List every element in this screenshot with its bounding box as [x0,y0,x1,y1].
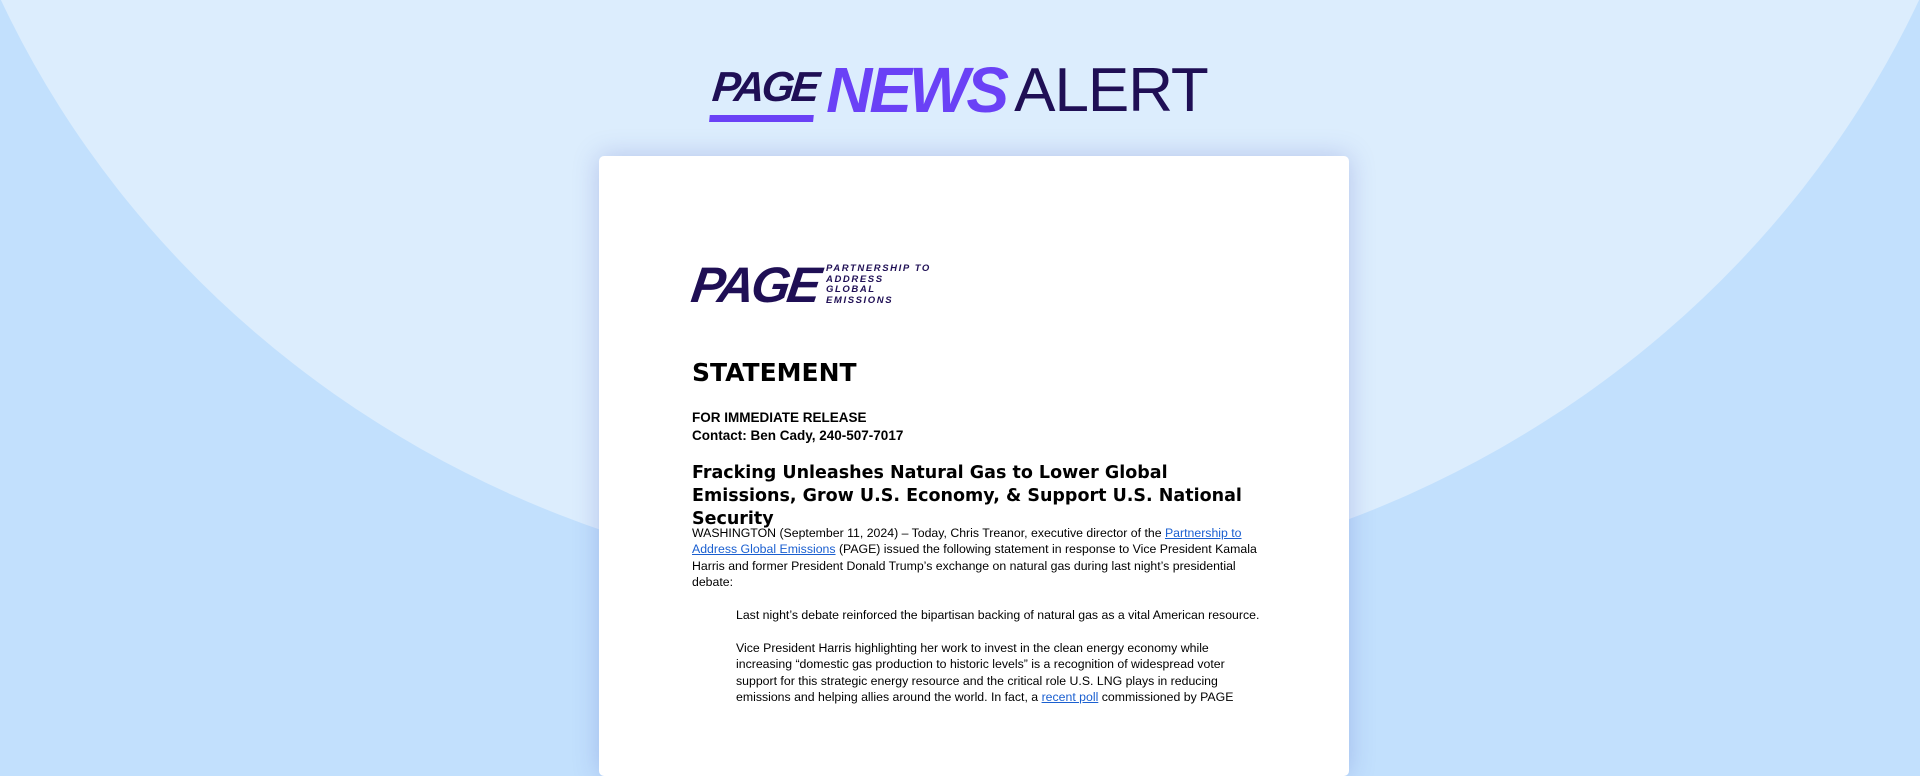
page-org-link[interactable]: Partnership to Address Global Emissions [692,526,1242,557]
press-headline: Fracking Unleashes Natural Gas to Lower Global Emissions, Grow U.S. Economy, & Support U.S. National Security [692,463,1242,529]
quote-paragraph-1: Last night’s debate reinforced the bipartisan backing of natural gas as a vital American resource. [736,608,1260,622]
contact-line: Contact: Ben Cady, 240-507-7017 [692,428,904,443]
release-info [692,409,903,445]
logo-tagline: PARTNERSHIP TO ADDRESS GLOBAL EMISSIONS [826,263,931,306]
release-label: FOR IMMEDIATE RELEASE [692,410,867,425]
logo-wordmark: PAGE [688,257,822,313]
header-alert-word: ALERT [1014,56,1208,125]
header-news-word: NEWS [826,54,1007,126]
recent-poll-link[interactable]: recent poll [1041,689,1099,704]
press-release-document [599,156,1349,776]
intro-paragraph: WASHINGTON (September 11, 2024) – Today, Chris Treanor, executive director of the Partnership to Address Global Emissions (PAGE) issued the following statement in response to Vice President Kamala Harris and former President Donald Trump’s exchange on natural gas during last night’s presidential debate: [692,526,1257,589]
quote-paragraph-2: Vice President Harris highlighting her work to invest in the clean energy economy while increasing “domestic gas production to historic levels” is a recognition of widespread voter support for this strategic energy resource and the critical role U.S. LNG plays in reducing emissions and helping allies around the world. In fact, a recent poll commissioned by PAGE [736,641,1234,704]
page-org-logo [688,257,931,313]
news-alert-header [0,54,1920,126]
statement-heading: STATEMENT [692,358,857,387]
header-page-logo: PAGE [709,66,819,122]
